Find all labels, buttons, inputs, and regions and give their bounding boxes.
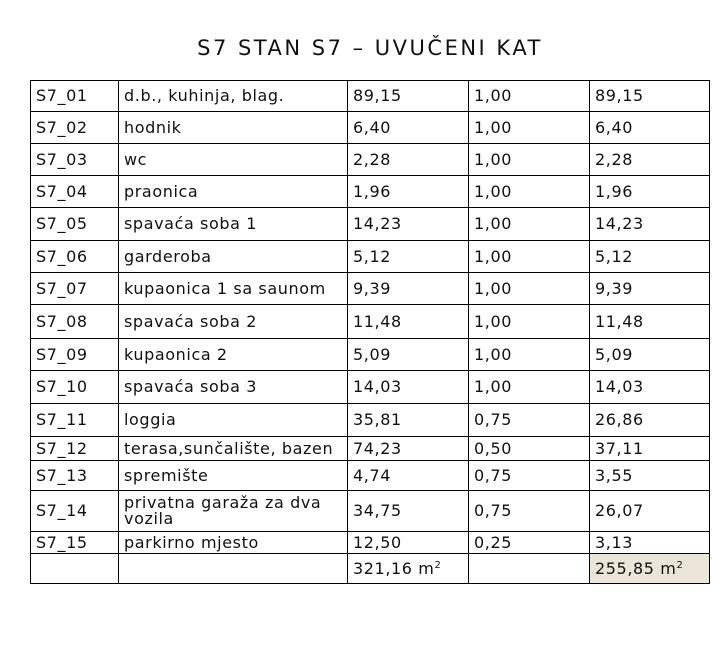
area-cell: 35,81 [348,404,469,437]
coefficient-cell: 0,50 [469,437,590,461]
room-id-cell: S7_10 [31,371,119,404]
room-name-cell: wc [119,144,348,176]
area-cell: 74,23 [348,437,469,461]
room-name-cell: kupaonica 2 [119,339,348,371]
table-row [31,81,710,112]
empty-cell [469,554,590,584]
net-area-cell: 89,15 [590,81,710,112]
area-cell: 14,23 [348,208,469,241]
coefficient-cell: 1,00 [469,112,590,144]
room-id-cell: S7_05 [31,208,119,241]
area-cell: 4,74 [348,461,469,491]
table-row [31,404,710,437]
area-cell: 11,48 [348,305,469,339]
net-area-cell: 3,55 [590,461,710,491]
table-row [31,491,710,532]
area-cell: 9,39 [348,273,469,305]
table-row [31,144,710,176]
room-id-cell: S7_02 [31,112,119,144]
area-cell: 6,40 [348,112,469,144]
room-id-cell: S7_06 [31,241,119,273]
room-id-cell: S7_15 [31,532,119,554]
room-name-cell: spavaća soba 1 [119,208,348,241]
room-id-cell: S7_01 [31,81,119,112]
area-cell: 5,09 [348,339,469,371]
net-area-cell: 1,96 [590,176,710,208]
room-name-cell: privatna garaža za dva vozila [119,491,348,532]
net-area-cell: 5,09 [590,339,710,371]
net-area-cell: 26,07 [590,491,710,532]
net-area-cell: 6,40 [590,112,710,144]
empty-cell [31,554,119,584]
room-name-cell: spavaća soba 2 [119,305,348,339]
room-id-cell: S7_07 [31,273,119,305]
coefficient-cell: 1,00 [469,305,590,339]
room-id-cell: S7_09 [31,339,119,371]
page-title: S7 STAN S7 – UVUČENI KAT [197,36,543,60]
coefficient-cell: 1,00 [469,176,590,208]
coefficient-cell: 1,00 [469,81,590,112]
area-cell: 12,50 [348,532,469,554]
net-area-cell: 5,12 [590,241,710,273]
table-row [31,532,710,554]
table-row [31,339,710,371]
room-id-cell: S7_14 [31,491,119,532]
net-area-cell: 14,23 [590,208,710,241]
area-table [30,80,710,584]
room-name-cell: loggia [119,404,348,437]
area-table-body [31,81,710,584]
coefficient-cell: 1,00 [469,241,590,273]
area-cell: 89,15 [348,81,469,112]
area-cell: 34,75 [348,491,469,532]
table-row [31,112,710,144]
room-name-cell: spremište [119,461,348,491]
room-name-cell: d.b., kuhinja, blag. [119,81,348,112]
totals-row [31,554,710,584]
total-area-cell: 321,16 $m^2$ [348,554,469,584]
room-id-cell: S7_08 [31,305,119,339]
room-id-cell: S7_03 [31,144,119,176]
coefficient-cell: 1,00 [469,144,590,176]
table-row [31,241,710,273]
coefficient-cell: 0,75 [469,461,590,491]
total-net-area-cell: 255,85 $m^2$ [590,554,710,584]
table-row [31,305,710,339]
coefficient-cell: 0,25 [469,532,590,554]
room-id-cell: S7_13 [31,461,119,491]
room-name-cell: kupaonica 1 sa saunom [119,273,348,305]
empty-cell [119,554,348,584]
table-row [31,176,710,208]
table-row [31,208,710,241]
table-row [31,371,710,404]
area-cell: 14,03 [348,371,469,404]
table-row [31,273,710,305]
net-area-cell: 14,03 [590,371,710,404]
area-cell: 1,96 [348,176,469,208]
coefficient-cell: 1,00 [469,371,590,404]
room-name-cell: parkirno mjesto [119,532,348,554]
table-row [31,437,710,461]
net-area-cell: 26,86 [590,404,710,437]
net-area-cell: 2,28 [590,144,710,176]
coefficient-cell: 1,00 [469,339,590,371]
room-id-cell: S7_12 [31,437,119,461]
room-id-cell: S7_11 [31,404,119,437]
room-name-cell: terasa,sunčalište, bazen [119,437,348,461]
area-cell: 5,12 [348,241,469,273]
coefficient-cell: 1,00 [469,208,590,241]
room-id-cell: S7_04 [31,176,119,208]
coefficient-cell: 1,00 [469,273,590,305]
area-cell: 2,28 [348,144,469,176]
room-name-cell: garderoba [119,241,348,273]
room-name-cell: hodnik [119,112,348,144]
coefficient-cell: 0,75 [469,404,590,437]
room-name-cell: spavaća soba 3 [119,371,348,404]
net-area-cell: 11,48 [590,305,710,339]
net-area-cell: 37,11 [590,437,710,461]
coefficient-cell: 0,75 [469,491,590,532]
net-area-cell: 9,39 [590,273,710,305]
net-area-cell: 3,13 [590,532,710,554]
table-row [31,461,710,491]
room-name-cell: praonica [119,176,348,208]
